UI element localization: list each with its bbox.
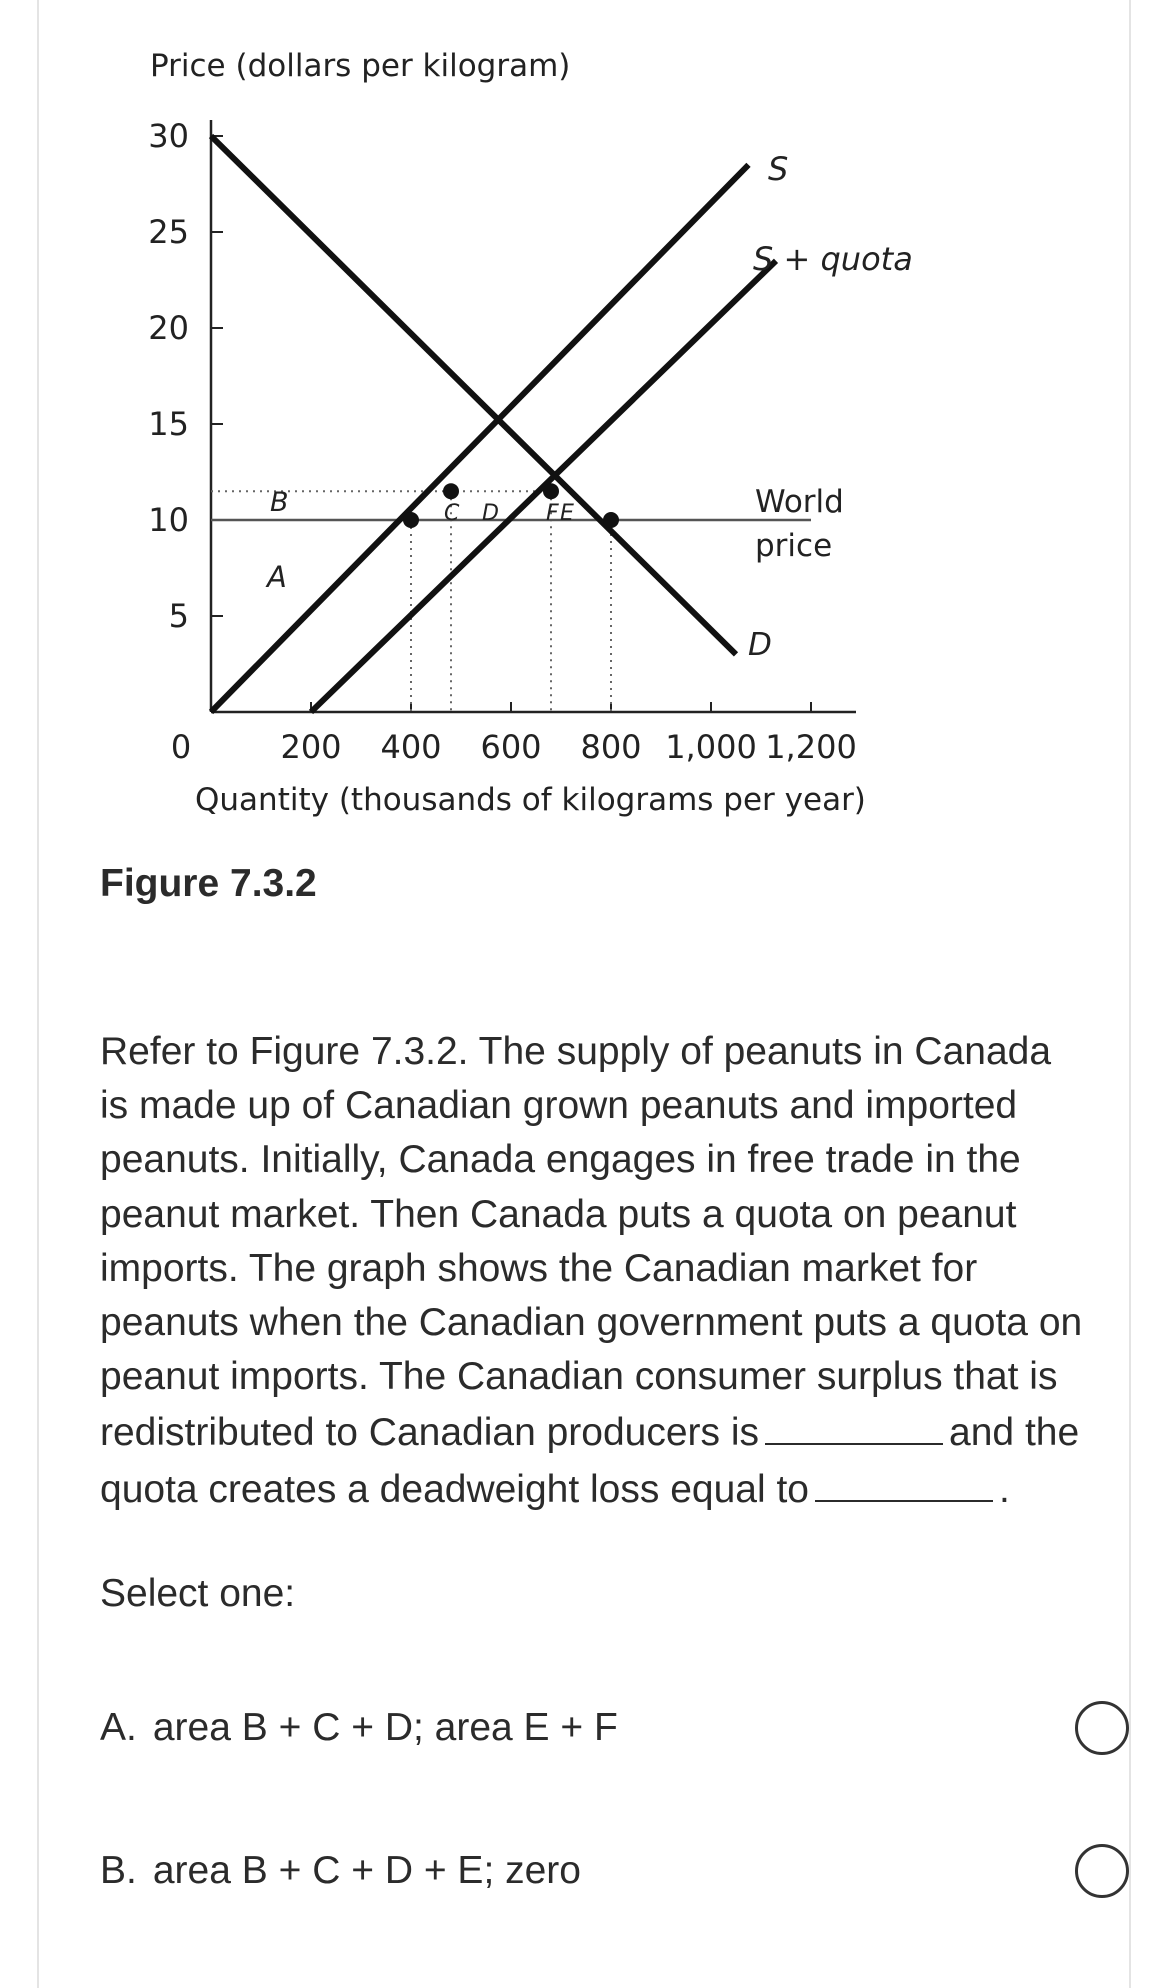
option-b-label: area B + C + D + E; zero: [152, 1849, 581, 1892]
x-tick-label-1000: 1,000: [665, 728, 757, 766]
option-b-text: [100, 1849, 581, 1893]
demand-curve: [211, 136, 736, 654]
supply-plus-quota-curve: [311, 261, 776, 712]
y-axis-title: Price (dollars per kilogram): [150, 48, 571, 84]
option-a-radio[interactable]: [1075, 1701, 1129, 1755]
supply-demand-chart: [0, 0, 1170, 840]
option-b[interactable]: [100, 1826, 1100, 1916]
key-point-3: [543, 483, 559, 499]
y-tick-label-10: 10: [148, 501, 189, 539]
key-point-0: [403, 512, 419, 528]
y-tick-label-20: 20: [148, 309, 189, 347]
supply-label: S: [768, 150, 789, 188]
option-b-radio[interactable]: [1075, 1844, 1129, 1898]
x-tick-label-0: 0: [170, 728, 192, 766]
demand-label: D: [748, 627, 772, 663]
key-point-1: [603, 512, 619, 528]
y-tick-label-30: 30: [148, 117, 189, 155]
option-a-letter: A.: [100, 1706, 137, 1749]
select-one-label: Select one:: [100, 1572, 296, 1615]
option-a[interactable]: [100, 1683, 1100, 1773]
y-tick-label-5: 5: [168, 597, 189, 635]
option-a-label: area B + C + D; area E + F: [152, 1706, 618, 1749]
area-label-e: E: [560, 501, 574, 526]
x-tick-label-800: 800: [580, 728, 642, 766]
supply-curve: [211, 165, 749, 712]
world-price-label-line1: World: [755, 484, 844, 520]
figure-caption: Figure 7.3.2: [100, 862, 317, 905]
question-part-2: and the quota creates a deadweight loss equal to: [100, 1411, 1080, 1511]
y-tick-label-25: 25: [148, 213, 189, 251]
area-label-d: D: [482, 501, 499, 526]
option-a-text: [100, 1706, 618, 1750]
x-tick-label-200: 200: [280, 728, 342, 766]
answer-blank-2: [815, 1461, 993, 1502]
option-b-letter: B.: [100, 1849, 137, 1892]
area-label-a: A: [267, 560, 287, 594]
key-point-2: [443, 483, 459, 499]
x-tick-label-1200: 1,200: [765, 728, 857, 766]
area-label-b: B: [270, 487, 289, 518]
y-tick-label-15: 15: [148, 405, 189, 443]
supply-quota-label: S + quota: [753, 240, 913, 278]
question-text: [100, 1025, 1090, 1517]
x-tick-label-400: 400: [380, 728, 442, 766]
answer-blank-1: [765, 1404, 943, 1445]
area-label-c: C: [444, 501, 460, 526]
x-tick-label-600: 600: [480, 728, 542, 766]
area-label-f: F: [546, 501, 559, 526]
question-part-end: .: [999, 1467, 1010, 1511]
world-price-label-line2: price: [755, 528, 833, 564]
x-axis-title: Quantity (thousands of kilograms per year): [195, 782, 866, 818]
question-part-1: Refer to Figure 7.3.2. The supply of peanuts in Canada is made up of Canadian grown peanuts and imported peanuts. Initially, Canada engages in free trade in the peanut market. Then Canada puts a quota on peanut imports. The graph shows the Canadian market for peanuts when the Canadian government puts a quota on peanut imports. The Canadian consumer surplus that is redistributed to Canadian producers is: [100, 1030, 1083, 1455]
